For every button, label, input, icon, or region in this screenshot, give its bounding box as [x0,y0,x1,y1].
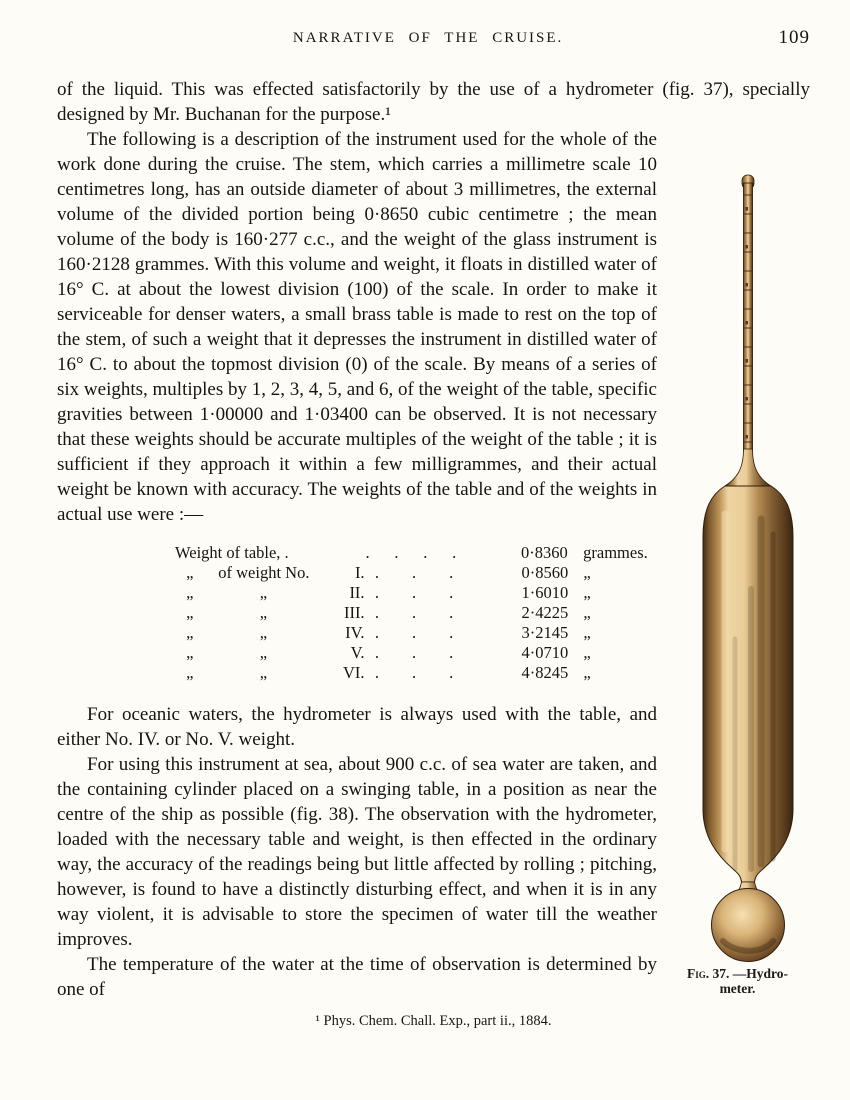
weight-value: 1·6010 [521,583,569,602]
weight-value: 4·8245 [521,663,569,682]
paragraph-oceanic-waters: For oceanic waters, the hydrometer is always used with the table, and either No. IV. or No. V. weight. [57,704,657,750]
table-row [169,623,657,643]
ditto-mark: „ [186,563,195,582]
table-row [169,663,657,683]
table-row [169,543,657,563]
ditto-mark: „ [259,623,269,642]
footnote: ¹ Phys. Chem. Chall. Exp., part ii., 1884. [315,1013,552,1029]
ditto-mark: „ [186,643,195,662]
text-block [57,77,810,1002]
table-row [169,563,657,583]
table-row [169,643,657,663]
figure-caption-text-line2: meter. [719,981,756,996]
weight-number: V. [350,643,365,662]
dot-leader: . . . [366,583,454,602]
figure-caption-number: Fig. 37. [686,966,730,981]
weight-unit: „ [583,603,592,622]
ditto-mark: „ [259,603,269,622]
ditto-mark: „ [186,583,195,602]
dot-leader: . . . [366,663,454,682]
weight-unit: „ [583,563,592,582]
dot-leader: . . . [366,623,454,642]
dot-leader: . . . . [365,543,457,562]
row-label: of weight No. [218,563,310,582]
page-header [57,27,810,56]
paragraph-liquid: of the liquid. This was effected satisfactorily by the use of a hydrometer (fig. 37), specially designed by Mr. Buchanan for the purpose.¹ [57,79,810,125]
figure-hydrometer [665,169,810,997]
weight-number: IV. [345,623,365,642]
paragraph-temperature: The temperature of the water at the time of observation is determined by one of [57,954,657,1000]
ditto-mark: „ [186,603,195,622]
weight-number: I. [354,563,365,582]
weight-unit: grammes. [583,543,648,562]
weight-value: 4·0710 [521,643,569,662]
dot-leader: . . . [366,643,454,662]
ditto-mark: „ [186,663,195,682]
weight-unit: „ [583,623,592,642]
ditto-mark: „ [259,663,269,682]
ditto-mark: „ [259,583,269,602]
weight-value: 0·8560 [521,563,569,582]
weight-value: 2·4225 [521,603,569,622]
figure-caption-text: —Hydro- [732,966,788,981]
weight-number: II. [349,583,365,602]
paragraph-description: The following is a description of the instrument used for the whole of the work done during the cruise. The stem, which carries a millimetre scale 10 centimetres long, has an outside diameter of about 3 millimetres, the external volume of the divided portion being 0·8650 cubic centimetre ; the mean volume of the body is 160·277 c.c., and the weight of the glass instrument is 160·2128 grammes. With this volume and weight, it floats in distilled water of 16° C. at about the lowest division (100) of the scale. In order to make it serviceable for denser waters, a small brass table is made to rest on the top of the stem, of such a weight that it depresses the instrument in distilled water of 16° C. to about the topmost division (0) of the scale. By means of a series of six weights, multiples by 1, 2, 3, 4, 5, and 6, of the weight of the table, specific gravities between 1·00000 and 1·03400 can be observed. It is not necessary that these weights should be accurate multiples of the weight of the table ; it is sufficient if they approach it within a few milligrammes, and their actual weight be known with accuracy. The weights of the table and of the weights in actual use were :— [57,129,657,525]
running-title: NARRATIVE OF THE CRUISE. [292,30,564,46]
paragraph-at-sea: For using this instrument at sea, about 900 c.c. of sea water are taken, and the containing cylinder placed on a swinging table, in a position as near the centre of the ship as possible (fig. 38). The observation with the hydrometer, loaded with the necessary table and weight, is then effected in the ordinary way, the accuracy of the readings being but little affected by rolling ; pitching, however, is found to have a distinctly disturbing effect, and when it is in any way violent, it is advisable to store the specimen of water till the weather improves. [57,754,657,950]
table-row [169,583,657,603]
weight-unit: „ [583,643,592,662]
weight-number: VI. [343,663,365,682]
ditto-mark: „ [259,643,269,662]
figure-caption [665,966,810,996]
stem-flare [725,449,771,486]
row-label: Weight of table, . [175,543,289,562]
ditto-mark: „ [186,623,195,642]
weight-unit: „ [583,583,592,602]
weight-value: 0·8360 [520,543,568,562]
dot-leader: . . . [366,563,454,582]
weight-unit: „ [583,663,592,682]
dot-leader: . . . [366,603,454,622]
weight-number: III. [343,603,365,622]
hydrometer-illustration [665,169,810,965]
stem [744,183,753,453]
page-number: 109 [778,27,810,48]
weight-value: 3·2145 [521,623,569,642]
table-row [169,603,657,623]
